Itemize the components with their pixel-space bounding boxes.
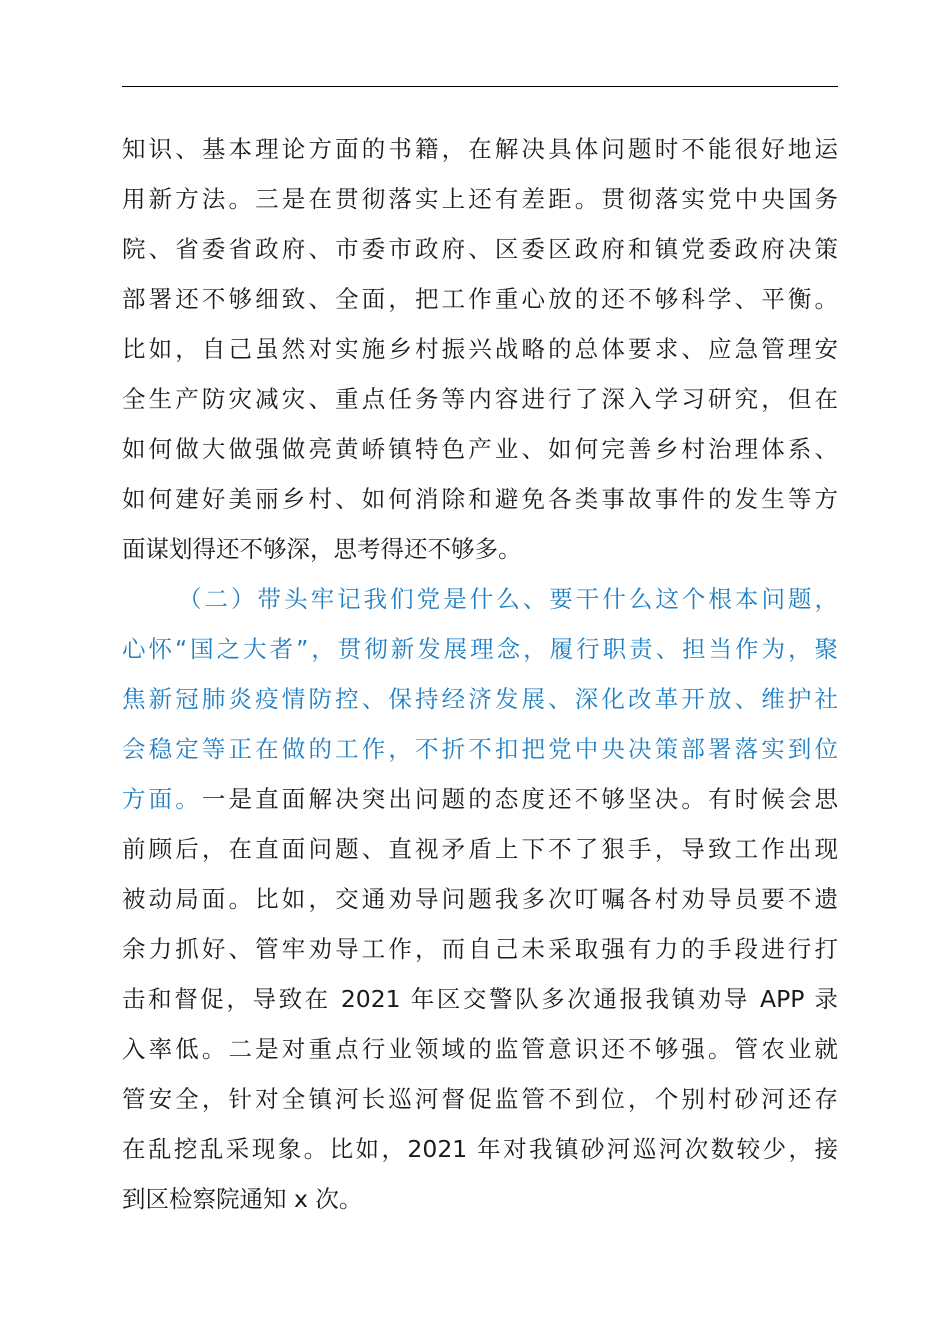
- document-body: [122, 124, 838, 1224]
- section-heading-line: 焦新冠肺炎疫情防控、保持经济发展、深化改革开放、维护社: [122, 685, 838, 713]
- text-line: 比如，自己虽然对实施乡村振兴战略的总体要求、应急管理安: [122, 335, 838, 363]
- text-line: 入率低。二是对重点行业领域的监管意识还不够强。管农业就: [122, 1035, 838, 1063]
- text-line: 前顾后，在直面问题、直视矛盾上下不了狠手，导致工作出现: [122, 835, 838, 863]
- text-line: 用新方法。三是在贯彻落实上还有差距。贯彻落实党中央国务: [122, 185, 838, 213]
- section-2: [122, 574, 838, 1224]
- text-line: 如何做大做强做亮黄峤镇特色产业、如何完善乡村治理体系、: [122, 435, 838, 463]
- body-text-start: 一是直面解决突出问题的态度还不够坚决。有时候会思: [201, 785, 839, 813]
- section-heading-line: 心怀“国之大者”，贯彻新发展理念，履行职责、担当作为，聚: [122, 635, 838, 663]
- text-line: 院、省委省政府、市委市政府、区委区政府和镇党委政府决策: [122, 235, 838, 263]
- section-heading-line: （二）带头牢记我们党是什么、要干什么这个根本问题，: [178, 585, 838, 613]
- text-line: 部署还不够细致、全面，把工作重心放的还不够科学、平衡。: [122, 285, 838, 313]
- text-line: 如何建好美丽乡村、如何消除和避免各类事故事件的发生等方: [122, 485, 838, 513]
- header-rule: [122, 86, 838, 87]
- mixed-line: [122, 774, 838, 824]
- text-line: 面谋划得还不够深，思考得还不够多。: [122, 535, 522, 563]
- text-line: 到区检察院通知 x 次。: [122, 1185, 363, 1213]
- text-line: 管安全，针对全镇河长巡河督促监管不到位，个别村砂河还存: [122, 1085, 838, 1113]
- text-line: 被动局面。比如，交通劝导问题我多次叮嘱各村劝导员要不遗: [122, 885, 838, 913]
- text-line: 余力抓好、管牢劝导工作，而自己未采取强有力的手段进行打: [122, 935, 838, 963]
- text-line: 知识、基本理论方面的书籍，在解决具体问题时不能很好地运: [122, 135, 838, 163]
- text-line: 全生产防灾减灾、重点任务等内容进行了深入学习研究，但在: [122, 385, 838, 413]
- paragraph-1: [122, 124, 838, 574]
- section-heading-line: 会稳定等正在做的工作，不折不扣把党中央决策部署落实到位: [122, 735, 838, 763]
- text-line: 击和督促，导致在 2021 年区交警队多次通报我镇劝导 APP 录: [122, 985, 838, 1013]
- section-heading-tail: 方面。: [122, 785, 202, 813]
- text-line: 在乱挖乱采现象。比如，2021 年对我镇砂河巡河次数较少，接: [122, 1135, 838, 1163]
